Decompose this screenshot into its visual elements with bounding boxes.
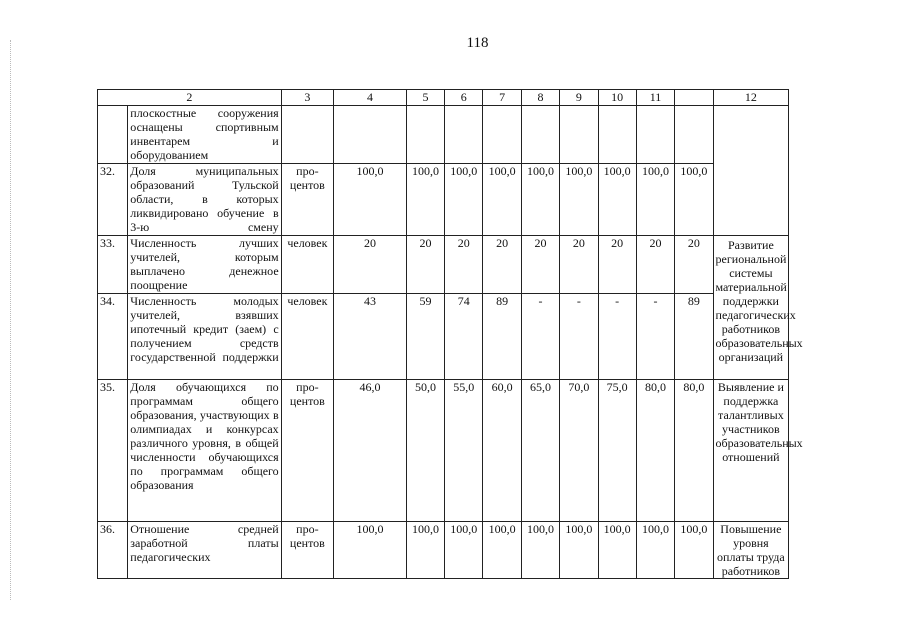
row-value: [598, 106, 636, 164]
row-value: [483, 106, 521, 164]
row-unit: про-центов: [281, 164, 333, 236]
row-value: 100,0: [675, 522, 713, 579]
row-value: 100,0: [521, 522, 559, 579]
header-col-8: 8: [521, 90, 559, 106]
header-col-11: 11: [636, 90, 674, 106]
header-col-4: 4: [334, 90, 407, 106]
row-unit: [281, 106, 333, 164]
header-row: [98, 90, 868, 106]
header-col-7: 7: [483, 90, 521, 106]
row-value: [521, 106, 559, 164]
row-value: 65,0: [521, 380, 559, 522]
row-value: 100,0: [521, 164, 559, 236]
table-row: [98, 522, 868, 579]
row-value: 20: [598, 236, 636, 294]
row-description: Численность лучших учителей, которым выплачено денежное поощрение: [128, 236, 281, 294]
row-value: 50,0: [406, 380, 444, 522]
row-value: 43: [334, 294, 407, 380]
indicators-table: [97, 89, 868, 579]
row-unit: человек: [281, 236, 333, 294]
header-col-3: 3: [281, 90, 333, 106]
row-number: 34.: [98, 294, 128, 380]
row-value: 20: [483, 236, 521, 294]
row-number: 36.: [98, 522, 128, 579]
row-value: 89: [675, 294, 713, 380]
table-row-continuation: [98, 106, 868, 164]
row-value: -: [521, 294, 559, 380]
row-unit: человек: [281, 294, 333, 380]
row-value: 100,0: [560, 522, 598, 579]
page-number: 118: [466, 35, 489, 51]
header-col-9: 9: [560, 90, 598, 106]
row-value: 100,0: [406, 164, 444, 236]
row-value: 100,0: [636, 164, 674, 236]
row-description: Численность молодых учителей, взявших ипотечный кредит (заем) с получением средств государственной поддержки: [128, 294, 281, 380]
row-value: 100,0: [598, 164, 636, 236]
row-value: 89: [483, 294, 521, 380]
row-value: 20: [445, 236, 483, 294]
table-row: [98, 380, 868, 522]
row-value: 100,0: [483, 522, 521, 579]
row-value: -: [636, 294, 674, 380]
row-value: 55,0: [445, 380, 483, 522]
row-description: плоскостные сооружения оснащены спортивным инвентарем и оборудованием: [128, 106, 281, 164]
row-description: Доля муниципальных образований Тульской области, в которых ликвидировано обучение в 3-ю смену: [128, 164, 281, 236]
row-value: 100,0: [406, 522, 444, 579]
row-value: 100,0: [445, 522, 483, 579]
row-value: 74: [445, 294, 483, 380]
row-value: 100,0: [334, 522, 407, 579]
row-number: 32.: [98, 164, 128, 236]
row-number: [98, 106, 128, 164]
row-value: 100,0: [445, 164, 483, 236]
header-col-12: 12: [713, 90, 789, 106]
header-col-5: 5: [406, 90, 444, 106]
row-value: 46,0: [334, 380, 407, 522]
header-col-6: 6: [445, 90, 483, 106]
header-col-10: 10: [598, 90, 636, 106]
row-value: 100,0: [598, 522, 636, 579]
row-value: 80,0: [636, 380, 674, 522]
row-value: 100,0: [675, 164, 713, 236]
row-goal: [713, 106, 789, 236]
row-unit: про-центов: [281, 380, 333, 522]
row-value: 20: [406, 236, 444, 294]
row-value: 100,0: [636, 522, 674, 579]
row-value: 80,0: [675, 380, 713, 522]
row-value: -: [560, 294, 598, 380]
row-value: 70,0: [560, 380, 598, 522]
row-value: -: [598, 294, 636, 380]
margin-dotted-line: [10, 40, 12, 600]
row-number: 33.: [98, 236, 128, 294]
row-value: 60,0: [483, 380, 521, 522]
row-value: [636, 106, 674, 164]
row-value: [406, 106, 444, 164]
row-value: [334, 106, 407, 164]
row-goal: Повышение уровня оплаты труда работников: [713, 522, 789, 579]
row-value: 20: [521, 236, 559, 294]
row-value: [560, 106, 598, 164]
header-col-2: 2: [98, 90, 282, 106]
row-value: 20: [636, 236, 674, 294]
row-goal: Выявление и поддержка талантливых участников образовательных отношений: [713, 380, 789, 522]
table-row: [98, 236, 868, 294]
row-value: 20: [675, 236, 713, 294]
row-value: 100,0: [560, 164, 598, 236]
row-value: [675, 106, 713, 164]
row-description: Отношение средней заработной платы педагогических: [128, 522, 281, 579]
row-description: Доля обучающихся по программам общего образования, участвующих в олимпиадах и конкурсах различного уровня, в общей численности обучающихся по программам общего образования: [128, 380, 281, 522]
row-goal: Развитие региональной системы материальной поддержки педагогических работников образовательных организаций: [713, 236, 789, 380]
row-value: 20: [334, 236, 407, 294]
row-value: 100,0: [483, 164, 521, 236]
row-value: 75,0: [598, 380, 636, 522]
header-col-blank: [675, 90, 713, 106]
row-number: 35.: [98, 380, 128, 522]
row-unit: про-центов: [281, 522, 333, 579]
row-value: [445, 106, 483, 164]
row-value: 100,0: [334, 164, 407, 236]
row-value: 59: [406, 294, 444, 380]
row-value: 20: [560, 236, 598, 294]
